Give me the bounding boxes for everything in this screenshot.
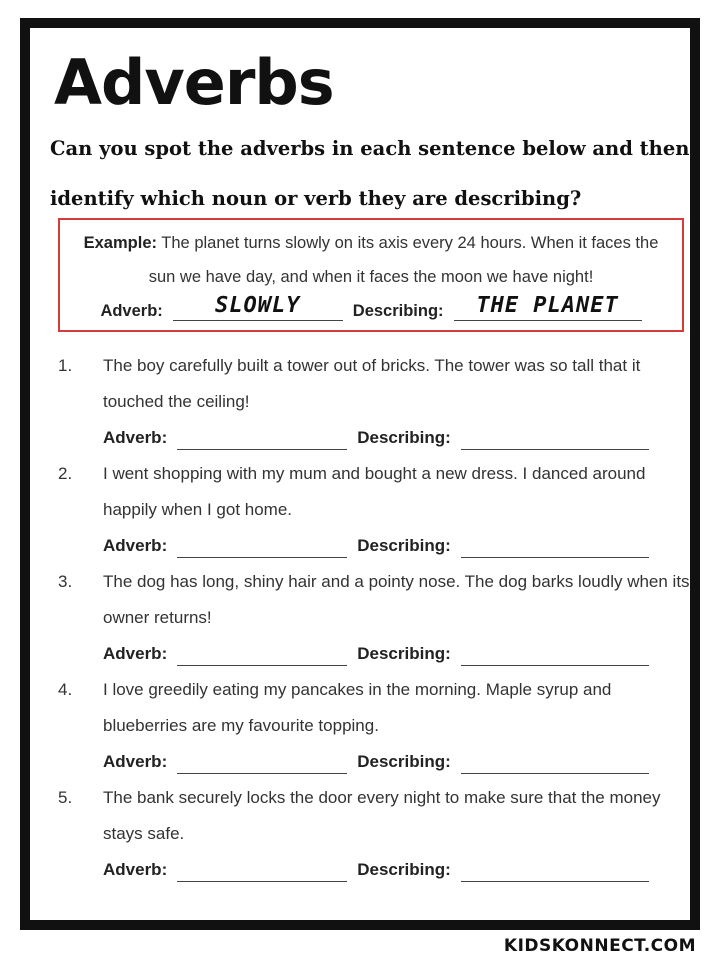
question-item-4 [58, 672, 690, 780]
question-text: The dog has long, shiny hair and a pointy nose. The dog barks loudly when its owner returns! [103, 572, 690, 627]
describing-blank[interactable] [461, 535, 649, 558]
page-title: Adverbs [54, 46, 334, 119]
answer-row [103, 420, 690, 456]
adverb-label: Adverb: [103, 536, 168, 555]
describing-label: Describing: [357, 428, 451, 447]
example-adverb-label: Adverb: [100, 302, 163, 320]
question-text: The boy carefully built a tower out of bricks. The tower was so tall that it touched the ceiling! [103, 356, 641, 411]
example-label: Example: [83, 234, 157, 252]
adverb-label: Adverb: [103, 644, 168, 663]
describing-blank[interactable] [461, 751, 649, 774]
question-number: 1. [58, 356, 73, 375]
question-item-5 [58, 780, 690, 888]
example-describing-answer: THE PLANET [476, 293, 619, 318]
describing-blank[interactable] [461, 643, 649, 666]
adverb-blank[interactable] [177, 751, 347, 774]
example-box [58, 218, 684, 332]
example-describing-blank [454, 294, 642, 321]
describing-label: Describing: [357, 860, 451, 879]
answer-row [103, 744, 690, 780]
question-text: I love greedily eating my pancakes in the morning. Maple syrup and blueberries are my favourite topping. [103, 680, 612, 735]
worksheet-frame [20, 18, 700, 930]
adverb-blank[interactable] [177, 859, 347, 882]
question-text: I went shopping with my mum and bought a new dress. I danced around happily when I got home. [103, 464, 646, 519]
question-number: 5. [58, 788, 73, 807]
example-text: The planet turns slowly on its axis every 24 hours. When it faces the sun we have day, and when it faces the moon we have night! [148, 234, 659, 286]
question-item-1 [58, 348, 690, 456]
answer-row [103, 636, 690, 672]
describing-label: Describing: [357, 752, 451, 771]
adverb-label: Adverb: [103, 428, 168, 447]
example-sentence [60, 220, 682, 294]
question-item-2 [58, 456, 690, 564]
adverb-blank[interactable] [177, 427, 347, 450]
adverb-blank[interactable] [177, 643, 347, 666]
example-adverb-blank [173, 294, 343, 321]
adverb-label: Adverb: [103, 860, 168, 879]
example-answer-row [60, 294, 682, 321]
describing-label: Describing: [357, 644, 451, 663]
question-item-3 [58, 564, 690, 672]
describing-blank[interactable] [461, 427, 649, 450]
example-describing-label: Describing: [352, 302, 444, 320]
question-list [58, 348, 690, 888]
answer-row [103, 852, 690, 888]
answer-row [103, 528, 690, 564]
describing-label: Describing: [357, 536, 451, 555]
adverb-label: Adverb: [103, 752, 168, 771]
describing-blank[interactable] [461, 859, 649, 882]
question-number: 3. [58, 572, 73, 591]
brand-logo: KIDSKONNECT.COM [503, 936, 696, 956]
adverb-blank[interactable] [177, 535, 347, 558]
question-text: The bank securely locks the door every night to make sure that the money stays safe. [103, 788, 661, 843]
question-number: 4. [58, 680, 73, 699]
example-adverb-answer: SLOWLY [215, 293, 301, 318]
question-number: 2. [58, 464, 73, 483]
instructions: Can you spot the adverbs in each sentence below and then identify which noun or verb they are describing? [50, 137, 690, 210]
